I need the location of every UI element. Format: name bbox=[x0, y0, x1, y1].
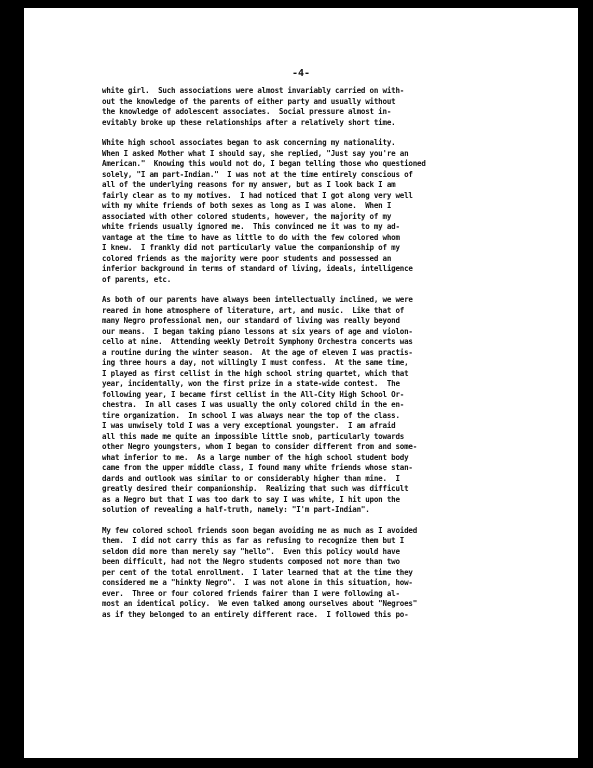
text-line: ing three hours a day, not willingly I must confess. At the same time, bbox=[102, 358, 409, 367]
text-line: white friends usually ignored me. This convinced me it was to my ad- bbox=[102, 222, 400, 231]
text-line: all this made me quite an impossible little snob, particularly towards bbox=[102, 431, 405, 441]
text-line: of parents, etc. bbox=[102, 274, 172, 284]
text-line: inferior background in terms of standard of living, ideals, intelligence bbox=[102, 264, 413, 273]
text-line: other Negro youngsters, whom I began to consider different from and some- bbox=[102, 442, 418, 451]
text-line: solution of revealing a half-truth, namely: "I'm part-Indian". bbox=[102, 505, 370, 514]
text-line: solely, "I am part-Indian." I was not at the time entirely conscious of bbox=[102, 169, 413, 179]
text-line: chestra. In all cases I was usually the only colored child in the en- bbox=[102, 400, 405, 409]
text-line: When I asked Mother what I should say, she replied, "Just say you're an bbox=[102, 148, 409, 158]
text-line: American." Knowing this would not do, I began telling those who questioned bbox=[102, 159, 426, 168]
text-line: White high school associates began to ask concerning my nationality. bbox=[102, 138, 396, 147]
text-line: ever. Three or four colored friends fairer than I were following al- bbox=[102, 588, 400, 598]
text-line: our means. I began taking piano lessons at six years of age and violon- bbox=[102, 326, 413, 336]
text-line: as if they belonged to an entirely different race. I followed this po- bbox=[102, 609, 409, 619]
paragraph-3 bbox=[102, 295, 532, 516]
text-line: fairly clear as to my motives. I had noticed that I got along very well bbox=[102, 190, 413, 200]
text-line: out the knowledge of the parents of either party and usually without bbox=[102, 96, 396, 106]
text-line: following year, I became first cellist in the All-City High School Or- bbox=[102, 389, 405, 399]
text-line: with my white friends of both sexes as long as I was alone. When I bbox=[102, 201, 392, 210]
text-line: dards and outlook was similar to or considerably higher than mine. I bbox=[102, 473, 400, 483]
text-line: them. I did not carry this as far as refusing to recognize them but I bbox=[102, 536, 405, 545]
text-line: I knew. I frankly did not particularly value the companionship of my bbox=[102, 243, 400, 252]
document-page bbox=[24, 8, 578, 758]
document-body bbox=[102, 86, 532, 630]
text-line: all of the underlying reasons for my answer, but as I look back I am bbox=[102, 180, 396, 189]
text-line: seldom did more than merely say "hello". Even this policy would have bbox=[102, 546, 400, 556]
text-line: most an identical policy. We even talked among ourselves about "Negroes" bbox=[102, 599, 418, 608]
text-line: I played as first cellist in the high school string quartet, which that bbox=[102, 368, 409, 378]
text-line: considered me a "hinkty Negro". I was not alone in this situation, how- bbox=[102, 578, 413, 587]
page-number: -4- bbox=[291, 68, 311, 79]
text-line: reared in home atmosphere of literature, art, and music. Like that of bbox=[102, 305, 405, 315]
text-line: I was unwisely told I was a very exceptional youngster. I am afraid bbox=[102, 421, 396, 430]
paragraph-1 bbox=[102, 86, 532, 128]
text-line: My few colored school friends soon began avoiding me as much as I avoided bbox=[102, 525, 418, 535]
text-line: greatly desired their companionship. Realizing that such was difficult bbox=[102, 484, 409, 493]
text-line: year, incidentally, won the first prize in a state-wide contest. The bbox=[102, 379, 400, 388]
text-line: evitably broke up these relationships after a relatively short time. bbox=[102, 117, 396, 127]
text-line: tire organization. In school I was always near the top of the class. bbox=[102, 410, 400, 420]
text-line: been difficult, had not the Negro students composed not more than two bbox=[102, 557, 400, 566]
paragraph-2 bbox=[102, 138, 532, 285]
text-line: a routine during the winter season. At the age of eleven I was practis- bbox=[102, 347, 413, 357]
text-line: came from the upper middle class, I found many white friends whose stan- bbox=[102, 463, 413, 472]
text-line: as a Negro but that I was too dark to say I was white, I hit upon the bbox=[102, 494, 400, 504]
text-line: associated with other colored students, however, the majority of my bbox=[102, 211, 392, 221]
text-line: white girl. Such associations were almost invariably carried on with- bbox=[102, 86, 405, 95]
text-line: what inferior to me. As a large number of the high school student body bbox=[102, 452, 409, 462]
text-line: per cent of the total enrollment. I later learned that at the time they bbox=[102, 567, 413, 577]
text-line: colored friends as the majority were poor students and possessed an bbox=[102, 253, 392, 263]
paragraph-4 bbox=[102, 526, 532, 621]
text-line: cello at nine. Attending weekly Detroit Symphony Orchestra concerts was bbox=[102, 337, 413, 346]
text-line: many Negro professional men, our standard of living was really beyond bbox=[102, 316, 400, 325]
text-line: As both of our parents have always been intellectually inclined, we were bbox=[102, 295, 413, 304]
text-line: the knowledge of adolescent associates. Social pressure almost in- bbox=[102, 107, 392, 116]
text-line: vantage at the time to have as little to do with the few colored whom bbox=[102, 232, 400, 242]
